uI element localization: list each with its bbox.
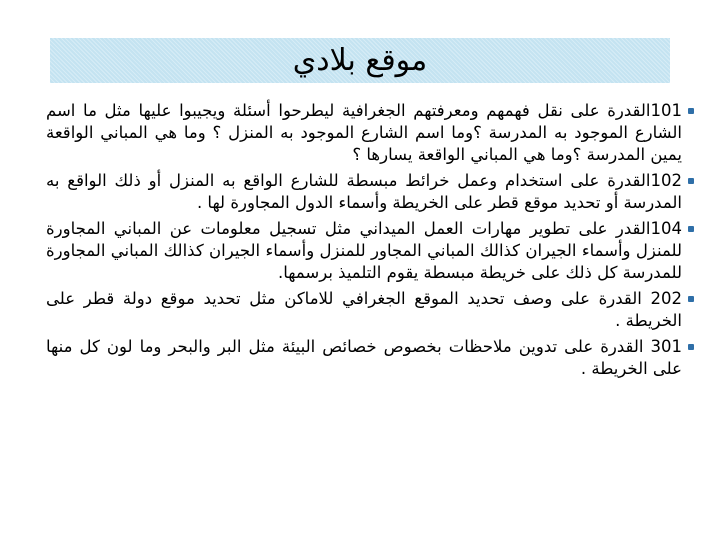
item-text: القدرة على نقل فهمهم ومعرفتهم الجغرافية ليطرحوا أسئلة ويجيبوا عليها مثل ما اسم الشارع الموجود به المدرسة ؟وما اسم الشارع الموجود به المنزل ؟ وما هي المباني الواقعة يمين المدرسة ؟وما هي المباني الواقعة يسارها ؟	[46, 101, 682, 164]
item-code: 202	[650, 289, 682, 308]
item-text: القدرة على وصف تحديد الموقع الجغرافي للاماكن مثل تحديد موقع دولة قطر على الخريطة .	[46, 289, 682, 330]
content-list	[46, 100, 682, 384]
item-text: القدرة على استخدام وعمل خرائط مبسطة للشارع الواقع به المنزل أو ذلك الواقع به المدرسة أو تحديد موقع قطر على الخريطة وأسماء الدول المجاورة لها .	[46, 171, 682, 212]
list-item	[46, 218, 682, 284]
item-code: 101	[650, 101, 682, 120]
item-text: القدرة على تدوين ملاحظات بخصوص خصائص البيئة مثل البر والبحر وما لون كل منها على الخريطة .	[46, 337, 682, 378]
list-item	[46, 336, 682, 380]
title-band	[50, 38, 670, 83]
list-item	[46, 100, 682, 166]
slide-title: موقع بلادي	[292, 43, 428, 78]
list-item	[46, 288, 682, 332]
item-code: 301	[650, 337, 682, 356]
list-item	[46, 170, 682, 214]
item-code: 104	[650, 219, 682, 238]
item-text: القدر على تطوير مهارات العمل الميداني مثل تسجيل معلومات عن المباني المجاورة للمنزل وأسماء الجيران كذالك المباني المجاور للمنزل وأسماء الجيران كذالك المباني المجاورة للمدرسة كل ذلك على خريطة مبسطة يقوم التلميذ برسمها.	[46, 219, 682, 282]
item-code: 102	[650, 171, 682, 190]
